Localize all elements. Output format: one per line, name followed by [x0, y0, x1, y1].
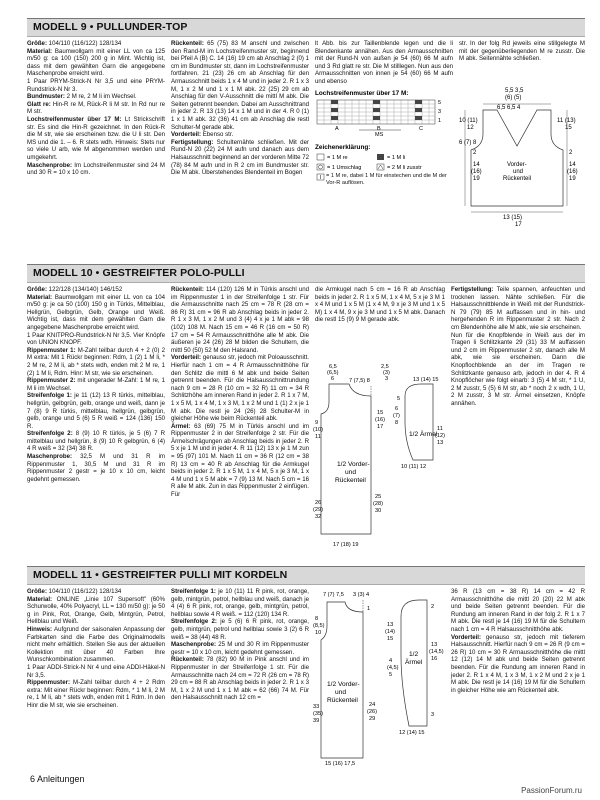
paragraph-heading: Streifenfolge 2:: [171, 618, 217, 626]
piece-label: 1/2 Vorder-: [327, 681, 360, 688]
paragraph-heading: Größe:: [27, 588, 47, 595]
paragraph: [27, 664, 165, 679]
paragraph-text: je 11 (12) 13 R türkis, mittelblau, hellgrün, gelbgrün, gelb, orange und weiß, dann je 7 (8) 9 R türkis, mittelblau, hellgrün, gelbgrün, gelb, orange und 5 (6) 5 R weiß = 124 (136) 150 R.: [27, 392, 166, 430]
paragraph-text: ONLINE „Linie 107 Supersoft" (60% Schurwolle, 40% Polyacryl, LL = 130 m/50 g): je 50 g in Pink, Rot, Orange, Gelb, Mintgrün, Petrol, Hellblau und Weiß.: [27, 595, 165, 626]
paragraph-heading: Glatt re:: [27, 100, 51, 108]
dim-label: 3: [385, 376, 389, 382]
paragraph-heading: Streifenfolge 1:: [27, 392, 72, 400]
dim-label: 6 (7) 8: [459, 140, 477, 146]
paragraph-heading: Rippenmuster 2:: [27, 377, 76, 385]
dim-label: 3: [431, 712, 435, 718]
section-title: MODELL 10 • GESTREIFTER POLO-PULLI: [33, 267, 245, 279]
dim-label: (35): [313, 711, 323, 717]
piece-label: und: [335, 689, 347, 696]
chart-arrow-b: B: [377, 126, 381, 132]
paragraph-heading: Größe:: [27, 40, 47, 47]
paragraph-heading: Vorderteil:: [171, 354, 202, 362]
dim-label: (12): [435, 433, 445, 439]
section-modell-9: [27, 18, 585, 234]
paragraph: [27, 626, 165, 664]
section-header: [27, 566, 585, 585]
paragraph-text: Teile spannen, anfeuchten und trocknen lassen. Nähte schließen. Für die Halsausschnittblende in Weiß mit der Rundstrick-N 79 (79) 85 M auffassen und in hin- und hergehenden R im Rippenmuster 2 str. Nach 2 cm Blendenhöhe alle M abk, wie sie erscheinen.: [451, 286, 585, 331]
dim-label: 25: [375, 494, 382, 500]
paragraph-text: je 5 (6) 6 R pink, rot, orange, gelb, mintgrün, petrol und hellblau sowie 3 (2) 6 R weiß = 38 (44) 48 R.: [171, 618, 309, 641]
paragraph-heading: Ärmel:: [171, 422, 191, 430]
page-footer: 6 Anleitungen: [30, 774, 85, 784]
paragraph: [27, 93, 165, 101]
paragraph-text: Aufgrund der saisonalen Anpassung der Farbkarten sind die Farbe des Originalmodells nicht mehr erhältlich. Stellen Sie aus der aktuellen Kollektion mit über 40 Farben Ihre Wunschkombination zusammen.: [27, 625, 165, 664]
text-column-3: lt Abb. bis zur Taillenblende legen und die li Blendenkante annähen. Aus den Armausschnitten mit der Rund-N von außen je 54 (60) 66 M aufn und 3 Rd glatt re str. Die M stilllegen. Nun aus den Armausschnitten von innen je 54 (60) 66 M aufn und ebenso: [315, 40, 453, 85]
paragraph-text: Hin-R re M, Rück-R li M str. In Rd nur re M str.: [27, 100, 165, 116]
paragraph: [171, 40, 309, 131]
schematic-front-back: [315, 586, 387, 766]
paragraph-text: 8 (9) 10 R türkis, je 5 (6) 7 R mittelblau und hellgrün, 8 (9) 10 R gelbgrün, 6 (4) 4 R weiß = 32 (34) 38 R.: [27, 430, 165, 453]
chart-row-label: 1: [438, 118, 442, 124]
paragraph-text: 32,5 M und 31 R im Rippenmuster 1, 30,5 M und 31 R im Rippenmuster 2 gestr = je 10 x 10 cm, leicht gedehnt gemessen.: [27, 453, 165, 483]
dim-label: 7 (7,5) 8: [349, 378, 370, 384]
paragraph-heading: Rippenmuster 1:: [27, 346, 76, 354]
text-column-2: [171, 588, 309, 766]
paragraph: [451, 286, 585, 332]
paragraph: [27, 679, 165, 709]
schematic-front-back: [459, 88, 585, 234]
paragraph: [27, 116, 165, 162]
chart-row-label: 5: [438, 100, 442, 106]
text-column-4: [451, 286, 585, 556]
text-column-2: [171, 286, 309, 556]
paragraph-heading: Vorderteil:: [171, 131, 202, 139]
paragraph-heading: Material:: [27, 293, 53, 301]
section-modell-10: [27, 264, 585, 559]
chart-row-label: 3: [438, 109, 442, 115]
paragraph-heading: Streifenfolge 2:: [27, 430, 73, 438]
paragraph-heading: Rückenteil:: [171, 286, 204, 293]
dim-label: (28): [373, 501, 383, 507]
dim-label: 6,5: [329, 364, 337, 370]
paragraph: [27, 332, 165, 347]
piece-label: 1/2 Vorder-: [337, 461, 370, 468]
dim-label: 7 (7) 7,5: [323, 592, 344, 598]
dim-label: 13 (15): [503, 215, 523, 221]
dim-label: 2,5: [381, 364, 389, 370]
paragraph-heading: Hinweis:: [27, 625, 53, 633]
dim-label: (6,5): [327, 370, 339, 376]
text-column-3: [315, 286, 445, 332]
paragraph: [27, 377, 165, 392]
paragraph: [171, 131, 309, 139]
paragraph: [27, 392, 165, 430]
piece-label: Rückenteil: [335, 477, 366, 484]
paragraph-text: M-Zahl teilbar durch 4 + 2 Rdm extra: Mit einer Rückr beginnen: Rdm, * 1 M li, 2 M re, 1 M li, ab * stets wdh, enden mit 1 Rdm. In den Hinr die M str, wie sie erscheinen.: [27, 679, 165, 709]
dim-label: 14: [569, 162, 576, 168]
paragraph-heading: Fertigstellung:: [451, 286, 494, 293]
paragraph: [171, 354, 309, 422]
dim-label: (10): [313, 427, 323, 433]
paragraph: [27, 286, 165, 294]
paragraph: [27, 588, 165, 596]
dim-label: 10 (11): [459, 118, 478, 124]
paragraph: [27, 430, 165, 453]
paragraph-text: Nun für die Knopfblende in Weiß aus der im Tragen li Schlitzkante 29 (31) 33 M auffassen und 2 cm im Rippenmuster 2 str, danach alle M abk, wie sie erscheinen. Dann die Knopflochblende an der im Tragen re Schlitzkante genauso arb, jedoch in der 4. R 4 Knopflöcher wie folgt einarb: 3 (5) 4 M str, * 1 U, 2 M zusstr, 5 (5) 6 M str, ab * noch 2 x wdh, 1 U, 2 M zusstr, 3 M str. Ärmel einsetzen, Knöpfe annähen.: [451, 331, 585, 407]
paragraph: [451, 588, 585, 634]
section-title: MODELL 11 • GESTREIFTER PULLI MIT KORDELN: [33, 569, 288, 581]
dim-label: (16): [567, 169, 578, 175]
dim-label: 14: [473, 162, 480, 168]
paragraph-text: genauso str, jedoch mit tieferem Halsausschnitt. Hierfür nach 9 cm = 26 R (9 cm = 26 R) 10 cm = 30 R Armausschnitthöhe die mittl 12 (12) 14 M abk und beide Seiten getrennt beenden. Für die Rundung am inneren Rand in jeder 2. R 1 x 4 M, 1 x 3 M, 1 x 2 M und 2 x je 1 M abk. Die restl je 14 (16) 19 M für die Schultern in gleicher Höhe wie am Rückenteil abk.: [451, 633, 585, 694]
paragraph-text: genauso str, jedoch mit Poloausschnitt. Hierfür nach 1 cm = 4 R Armausschnitthöhe für den Schlitz die mittl 6 M abk und beide Seiten getrennt beenden. Für die Halsausschnittrundung nach 9 cm = 28 R (10 cm = 32 R) 11 cm = 34 R Schlitzhöhe am inneren Rand in jeder 2. R 1 x 7 M, 1 x 5 M, 1 x 4 M, 1 x 3 M, 1 x 2 M und 1 (1) 2 x je 1 M abk. Die restl je 24 (26) 28 Schulter-M in gleicher Höhe wie beim Rückenteil abk.: [171, 354, 309, 423]
dim-label: (14,5): [429, 649, 444, 655]
dim-label: 3 (3) 4: [353, 592, 370, 598]
dim-label: 1: [367, 606, 371, 612]
legend-item: = 1 M li: [387, 155, 406, 161]
paragraph: [27, 48, 165, 78]
dim-label: (16): [375, 417, 385, 423]
paragraph-text: die Armkugel nach 5 cm = 16 R ab Anschlag beids in jeder 2. R 1 x 5 M, 1 x 4 M, 5 x je 3 M 1 x 4 M und 1 x 5 M (1 x 4 M, 9 x je 3 M und 1 x 5 M) 1 x 4 M, 9 x je 3 M und 1 x 5 M abk. Danach die restl 15 (9) 9 M gerade abk.: [315, 286, 445, 324]
dim-label: 32: [315, 514, 322, 520]
paragraph-text: 63 (69) 75 M in Türkis anschl und im Rippenmuster 2 in der Streifenfolge 2 str. Für die Ärmelschrägungen ab Anschlag beids in jeder 2. R 5 x je 1 M und in jeder 4. R 11 (12) 13 x je 1 M zun = 95 (97) 101 M. Nach 11 cm = 36 R (12 cm = 38 R) 13 cm = 40 R ab Anschlag für die Armkugel beids in jeder 2. R 1 x 5 M, 1 x 4 M, 5 x je 3 M, 1 x 4 M und 1 x 5 M abk = 7 (9) 13 M. Nach 5 cm = 16 R alle M abk. Zun in das Rippenmuster 2 einfügen. Für: [171, 422, 309, 499]
schematic-front-back: [315, 362, 395, 552]
paragraph-text: 65 (75) 83 M anschl und zwischen den Rand-M im Lochstreifenmuster str, beginnend bei Pfeil A (B) C. 14 (16) 19 cm ab Anschlag 2 (0) 1 cm im Bundmuster str, dann im Lochstreifenmuster fortfahren. 21 (23) 26 cm ab Anschlag für den Armausschnitt beids 1 x 4 M und in jeder 2. R 1 x 3 M, 1 x 2 M und 1 x 1 M abk. 22 (25) 29 cm ab Anschlag für den V-Ausschnitt die mittl M abk. Die Seiten getrennt beenden. Dabei am Ausschnittrand in jeder 2. R 13 (13) 14 x 1 M und in der 4. R 0 (1) 1 x 1 M abk. 32 (36) 41 cm ab Anschlag die restl Schulter-M gerade abk.: [171, 40, 309, 131]
dim-label: 5,5 3,5: [505, 88, 524, 94]
paragraph-heading: Vorderteil:: [451, 633, 482, 641]
dim-label: (6) (5): [505, 95, 522, 101]
paragraph-text: Schulternähte schließen. Mit der Rund-N 20 (22) 24 M aufn und danach aus dem Halsausschnitt beginnend an der vorderen Mitte 72 (78) 84 M aufn und in R 2 cm im Bundmuster str. Die M abk. Überstehendes Blendenteil im Bogen: [171, 138, 309, 177]
dim-label: 4: [389, 658, 393, 664]
dim-label: 16: [431, 656, 438, 662]
dim-label: 13: [437, 440, 444, 446]
paragraph-heading: Größe:: [27, 286, 47, 293]
paragraph-text: 78 (82) 90 M in Pink anschl und im Rippenmuster in der Streifenfolge 1 str. Für die Armausschnitte nach 24 cm = 72 R (26 cm = 78 R) 29 cm = 88 R ab Anschlag beids in jeder 2. R 1 x 3 M, 1 x 2 M und 1 x 1 M abk = 62 (66) 74 M. Für den Halsausschnitt nach 12 cm =: [171, 656, 309, 702]
text-column-1: [27, 40, 165, 230]
dim-label: 13 (14) 15: [413, 377, 439, 383]
legend-item: = 1 M re, dabei 1 M für einstechen und die M der Vor-R auflösen.: [326, 173, 447, 186]
dim-label: 11 (13): [557, 118, 576, 124]
piece-label: 1/2 Ärmel: [409, 431, 438, 438]
paragraph-text: Ebenso str.: [201, 131, 234, 139]
dim-label: 33: [313, 704, 320, 710]
paragraph: [451, 332, 585, 408]
section-modell-11: [27, 566, 585, 766]
paragraph-text: 104/110 (116/122) 128/134: [46, 40, 122, 47]
paragraph-text: 36 R (13 cm = 38 R) 14 cm = 42 R Armausschnitthöhe die mittl 20 (20) 22 M abk und beide Seiten getrennt beenden. Für die Rundung am inneren Rand in der folg 2. R 1 x 7 M abk. Die restl je 14 (16) 19 M für die Schultern nach 1 cm = 4 R Halsausschnitthöhe abk.: [451, 588, 585, 633]
paragraph: [27, 347, 165, 377]
piece-label: Rückenteil: [503, 176, 532, 182]
dim-label: 8: [315, 616, 319, 622]
dim-label: 13: [431, 642, 438, 648]
paragraph: [27, 453, 165, 483]
schematic-sleeve: [393, 377, 451, 470]
dim-label: 2: [431, 604, 435, 610]
dim-label: (8,5): [313, 623, 325, 629]
paragraph-text: Baumwollgarn mit einer LL von ca 125 m/50 g: ca 100 (150) 200 g in Mint. Wichtig ist, dass mit dem gewählten Garn die angegebene Maschenprobe erreicht wird.: [27, 47, 165, 78]
paragraph-text: M-Zahl teilbar durch 4 + 2 (0) 2 M extra: Mit 1 Rückr beginnen: Rdm, 1 (2) 1 M li, * 2 M re, 2 M li, ab * stets wdh, enden mit 2 M re, 1 (2) 1 M li, Rdm. Hinr: M str, wie sie erscheinen.: [27, 346, 165, 377]
dim-label: 24: [369, 702, 376, 708]
paragraph-text: 25 M und 30 R im Rippenmuster gestr = 10 x 10 cm, leicht gedehnt gemessen.: [171, 641, 309, 656]
dim-label: 39: [313, 718, 320, 724]
paragraph-heading: Maschenprobe:: [171, 641, 217, 649]
paragraph-text: Baumwollgarn mit einer LL von ca 104 m/50 g: je ca 50 (100) 150 g in Türkis, Mittelblau, Hellgrün, Gelbgrün, Gelb, Orange und Weiß. Wichtig ist, dass mit dem gewählten Garn die angegebene Maschenprobe erreicht wird.: [27, 293, 165, 331]
dim-label: (14): [385, 629, 395, 635]
paragraph-heading: Material:: [27, 47, 53, 55]
dim-label: 17: [515, 222, 522, 228]
paragraph-text: Im Lochstreifenmuster sind 24 M und 30 R = 10 x 10 cm.: [27, 161, 165, 177]
dim-label: 29: [369, 716, 376, 722]
paragraph-text: 2 M re, 2 M li im Wechsel.: [64, 93, 137, 101]
dim-label: 10 (11) 12: [401, 464, 427, 470]
dim-label: 8: [395, 420, 399, 426]
dim-label: 11: [437, 426, 443, 432]
paragraph: [171, 286, 309, 354]
dim-label: 2: [473, 150, 477, 156]
piece-label: und: [345, 469, 357, 476]
chart-arrow-c: C: [419, 126, 423, 132]
stitch-chart: [315, 88, 455, 230]
paragraph-heading: Rippenmuster:: [27, 679, 70, 687]
paragraph: [171, 641, 309, 656]
paragraph-heading: Maschenprobe:: [27, 161, 73, 169]
dim-label: (16): [471, 169, 482, 175]
paragraph-text: 114 (120) 126 M in Türkis anschl und im Rippenmuster 1 in der Streifenfolge 1 str. Für die Armausschnitte nach 25 cm = 78 R (28 cm = 86 R) 31 cm = 96 R ab Anschlag beids in jeder 2. R 1 x 3 M, 1 x 2 M und 3 (4) 4 x je 1 M abk = 98 (102) 108 M. Nach 15 cm = 46 R (16 cm = 50 R) 17 cm = 54 R Armausschnitthöhe alle M abk. Die äußeren je 24 (26) 28 M bilden die Schultern, die mittl 50 (50) 52 M den Halsrand.: [171, 286, 309, 354]
dim-label: 26: [315, 500, 322, 506]
paragraph: [171, 139, 309, 177]
paragraph-heading: Lochstreifenmuster über 17 M:: [27, 115, 122, 123]
paragraph-text: 1 Paar KNITPRO-Rundstrick-N Nr 3,5. Vier Knöpfe von UNION KNOPF.: [27, 331, 165, 347]
chart-arrow-a: A: [335, 126, 339, 132]
dim-label: 30: [375, 508, 382, 514]
dim-label: 12: [467, 125, 474, 131]
schematic-sleeve: [387, 586, 451, 736]
section-header: [27, 18, 585, 37]
paragraph: [171, 618, 309, 641]
dim-label: 5: [389, 672, 393, 678]
dim-label: 15: [387, 636, 394, 642]
dim-label: 13: [387, 622, 394, 628]
piece-label: Ärmel: [405, 659, 423, 666]
paragraph-heading: Rückenteil:: [171, 656, 204, 664]
dim-label: 12 (14) 15: [399, 730, 425, 736]
piece-label: und: [513, 169, 524, 175]
legend-item: = 1 M re: [327, 155, 348, 161]
dim-label: 15: [565, 125, 572, 131]
dim-label: 10: [315, 630, 322, 636]
paragraph-text: 1 Paar ADDI-Strick-N Nr 4 und eine ADDI-Häkel-N Nr 3,5.: [27, 663, 165, 679]
paragraph-heading: Material:: [27, 595, 53, 603]
dim-label: (7): [393, 413, 400, 419]
text-column-1: [27, 588, 165, 766]
paragraph: [27, 294, 165, 332]
paragraph: [27, 596, 165, 626]
chart-title: Lochstreifenmuster über 17 M:: [315, 90, 409, 97]
paragraph-heading: Streifenfolge 1:: [171, 588, 216, 595]
dim-label: 15: [377, 410, 384, 416]
legend-item: = 1 Umschlag: [327, 165, 362, 171]
legend-item: = 2 M li zusstr: [387, 165, 422, 171]
paragraph: [171, 423, 309, 499]
dim-label: 19: [569, 176, 576, 182]
paragraph: [451, 634, 585, 695]
paragraph-heading: Maschenprobe:: [27, 453, 73, 461]
dim-label: 5: [397, 396, 401, 402]
paragraph-heading: Rückenteil:: [171, 40, 204, 47]
piece-label: 1/2: [409, 651, 419, 658]
paragraph: [27, 162, 165, 177]
dim-label: 6,5 6,5 4: [497, 105, 521, 111]
paragraph: [315, 286, 445, 324]
text-column-4: str. In der folg Rd jeweils eine stillgelegte M mit der gegenüberliegenden M re zusstr. Die M abk. Seitennähte schließen.: [459, 40, 585, 63]
chart-ms-label: MS: [375, 132, 384, 138]
text-column-4: [451, 588, 585, 766]
paragraph-text: mit ungerader M-Zahl: 1 M re, 1 M li im Wechsel.: [27, 377, 165, 392]
paragraph-text: 1 Paar PRYM-Strick-N Nr 3,5 und eine PRYM-Rundstrick-N Nr 3.: [27, 77, 165, 93]
dim-label: (3): [383, 370, 390, 376]
paragraph-heading: Fertigstellung:: [171, 138, 214, 146]
dim-label: 2: [569, 150, 573, 156]
dim-label: (26): [367, 709, 377, 715]
piece-label: Rückenteil: [327, 697, 358, 704]
dim-label: (29): [313, 507, 323, 513]
paragraph-text: je 10 (11) 11 R pink, rot, orange, gelb, mintgrün, petrol, hellblau und weiß, danach je 4 (4) 6 R pink, rot, orange, gelb, mintgrün, petrol, hellblau sowie 4 R weiß. = 112 (120) 134 R.: [171, 588, 309, 618]
dim-label: 17 (18) 19: [333, 542, 359, 548]
paragraph: [27, 78, 165, 93]
site-watermark: PassionForum.ru: [521, 786, 582, 795]
legend-title: Zeichenerklärung:: [315, 144, 371, 151]
paragraph-text: 122/128 (134/140) 146/152: [46, 286, 123, 293]
paragraph: [171, 588, 309, 618]
dim-label: 15 (16) 17,5: [325, 761, 356, 767]
paragraph-text: Lt Strickschrift str. Es sind die Hin-R gezeichnet. In den Rück-R die M str, wie sie erscheinen bzw. die U li str. Den MS und die 1. – 6. R stets wdh. Hinweis: Stets nur so viele U arb, wie M abgenommen werden und umgekehrt.: [27, 115, 165, 161]
dim-label: 19: [473, 176, 480, 182]
dim-label: 17: [377, 424, 384, 430]
piece-label: Vorder-: [507, 162, 527, 168]
paragraph: [171, 656, 309, 702]
text-column-1: [27, 286, 165, 556]
paragraph: [27, 40, 165, 48]
paragraph-text: 104/110 (116/122) 128/134: [46, 588, 122, 595]
dim-label: 11: [315, 434, 321, 440]
section-header: [27, 264, 585, 283]
dim-label: (4,5): [387, 665, 399, 671]
paragraph: [27, 101, 165, 116]
dim-label: 9: [315, 420, 319, 426]
paragraph-heading: Bundmuster:: [27, 93, 65, 101]
dim-label: 6: [395, 406, 399, 412]
text-column-2: [171, 40, 309, 230]
section-title: MODELL 9 • PULLUNDER-TOP: [33, 21, 188, 33]
dim-label: 6: [331, 376, 335, 382]
